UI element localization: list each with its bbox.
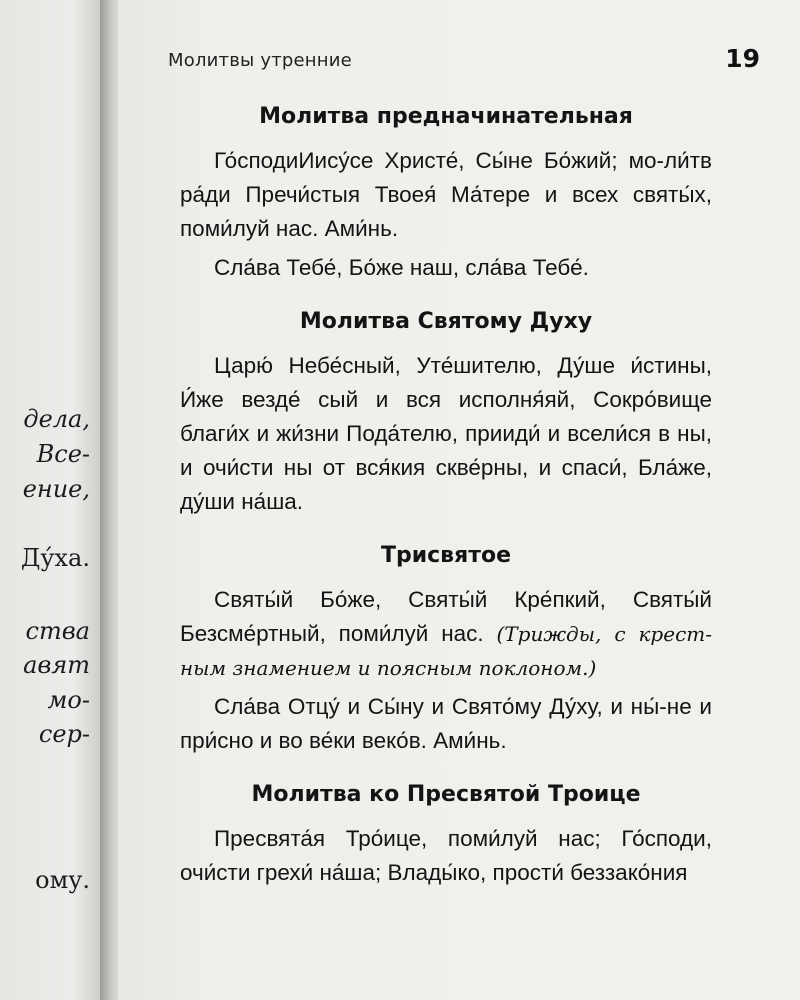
prayer-paragraph: Царю́ Небе́сный, Уте́шителю, Ду́ше и́стины, И́же везде́ сый и вся исполня́яй, Сокро́вище благи́х и жи́зни Пода́телю, прииди́ и всели́ся в ны, и очи́сти ны от вся́кия скве́рны, и спаси́, Бла́же, ду́ши на́ша. (180, 353, 712, 514)
page-content (180, 100, 712, 910)
prayer-paragraph: Сла́ва Отцу́ и Сы́ну и Свято́му Ду́ху, и ны́-не и при́сно и во ве́ки веко́в. Ами́нь. (180, 694, 712, 753)
left-page-line: ение, (22, 475, 90, 503)
right-page (118, 0, 800, 1000)
prayer-section (180, 778, 712, 890)
page-number: 19 (725, 44, 760, 73)
left-page-line: ства (25, 617, 90, 645)
left-page-line: дела, (23, 405, 90, 433)
section-title: Молитва предначинательная (259, 104, 633, 129)
left-page-line: Ду́ха. (20, 544, 90, 572)
rubric-note: (Трижды, с крест-ным знамением и поясным поклоном.) (180, 622, 712, 680)
left-page-line: ому. (35, 866, 90, 894)
left-page-line: авят (23, 651, 90, 679)
section-title: Трисвятое (380, 543, 512, 568)
prayer-paragraph: Сла́ва Тебе́, Бо́же наш, сла́ва Тебе́. (214, 255, 589, 280)
prayer-section (180, 305, 712, 519)
page-header (168, 44, 760, 78)
prayer-section (180, 539, 712, 758)
prayer-paragraph: Го́сподиИису́се Христе́, Сы́не Бо́жий; мо-ли́тв ра́ди Пречи́стыя Твоея́ Ма́тере и всех святы́х, поми́луй нас. Ами́нь. (180, 148, 712, 241)
prayer-paragraph: Пресвята́я Тро́ице, поми́луй нас; Го́споди, очи́сти грехи́ на́ша; Влады́ко, прости́ беззако́ния (180, 826, 712, 885)
left-page-line: мо- (47, 686, 90, 714)
section-title: Молитва Святому Духу (299, 309, 593, 334)
section-title: Молитва ко Пресвятой Троице (251, 782, 641, 807)
prayer-section (180, 100, 712, 285)
prayer-text: Святы́й Бо́же, Святы́й Кре́пкий, Святы́й Безсме́ртный, поми́луй нас. (180, 587, 712, 646)
prayer-paragraph (180, 583, 712, 685)
left-page-line: сер- (38, 720, 90, 748)
running-head: Молитвы утренние (168, 50, 352, 71)
left-page-line: Все- (36, 440, 90, 468)
left-page (0, 0, 104, 1000)
